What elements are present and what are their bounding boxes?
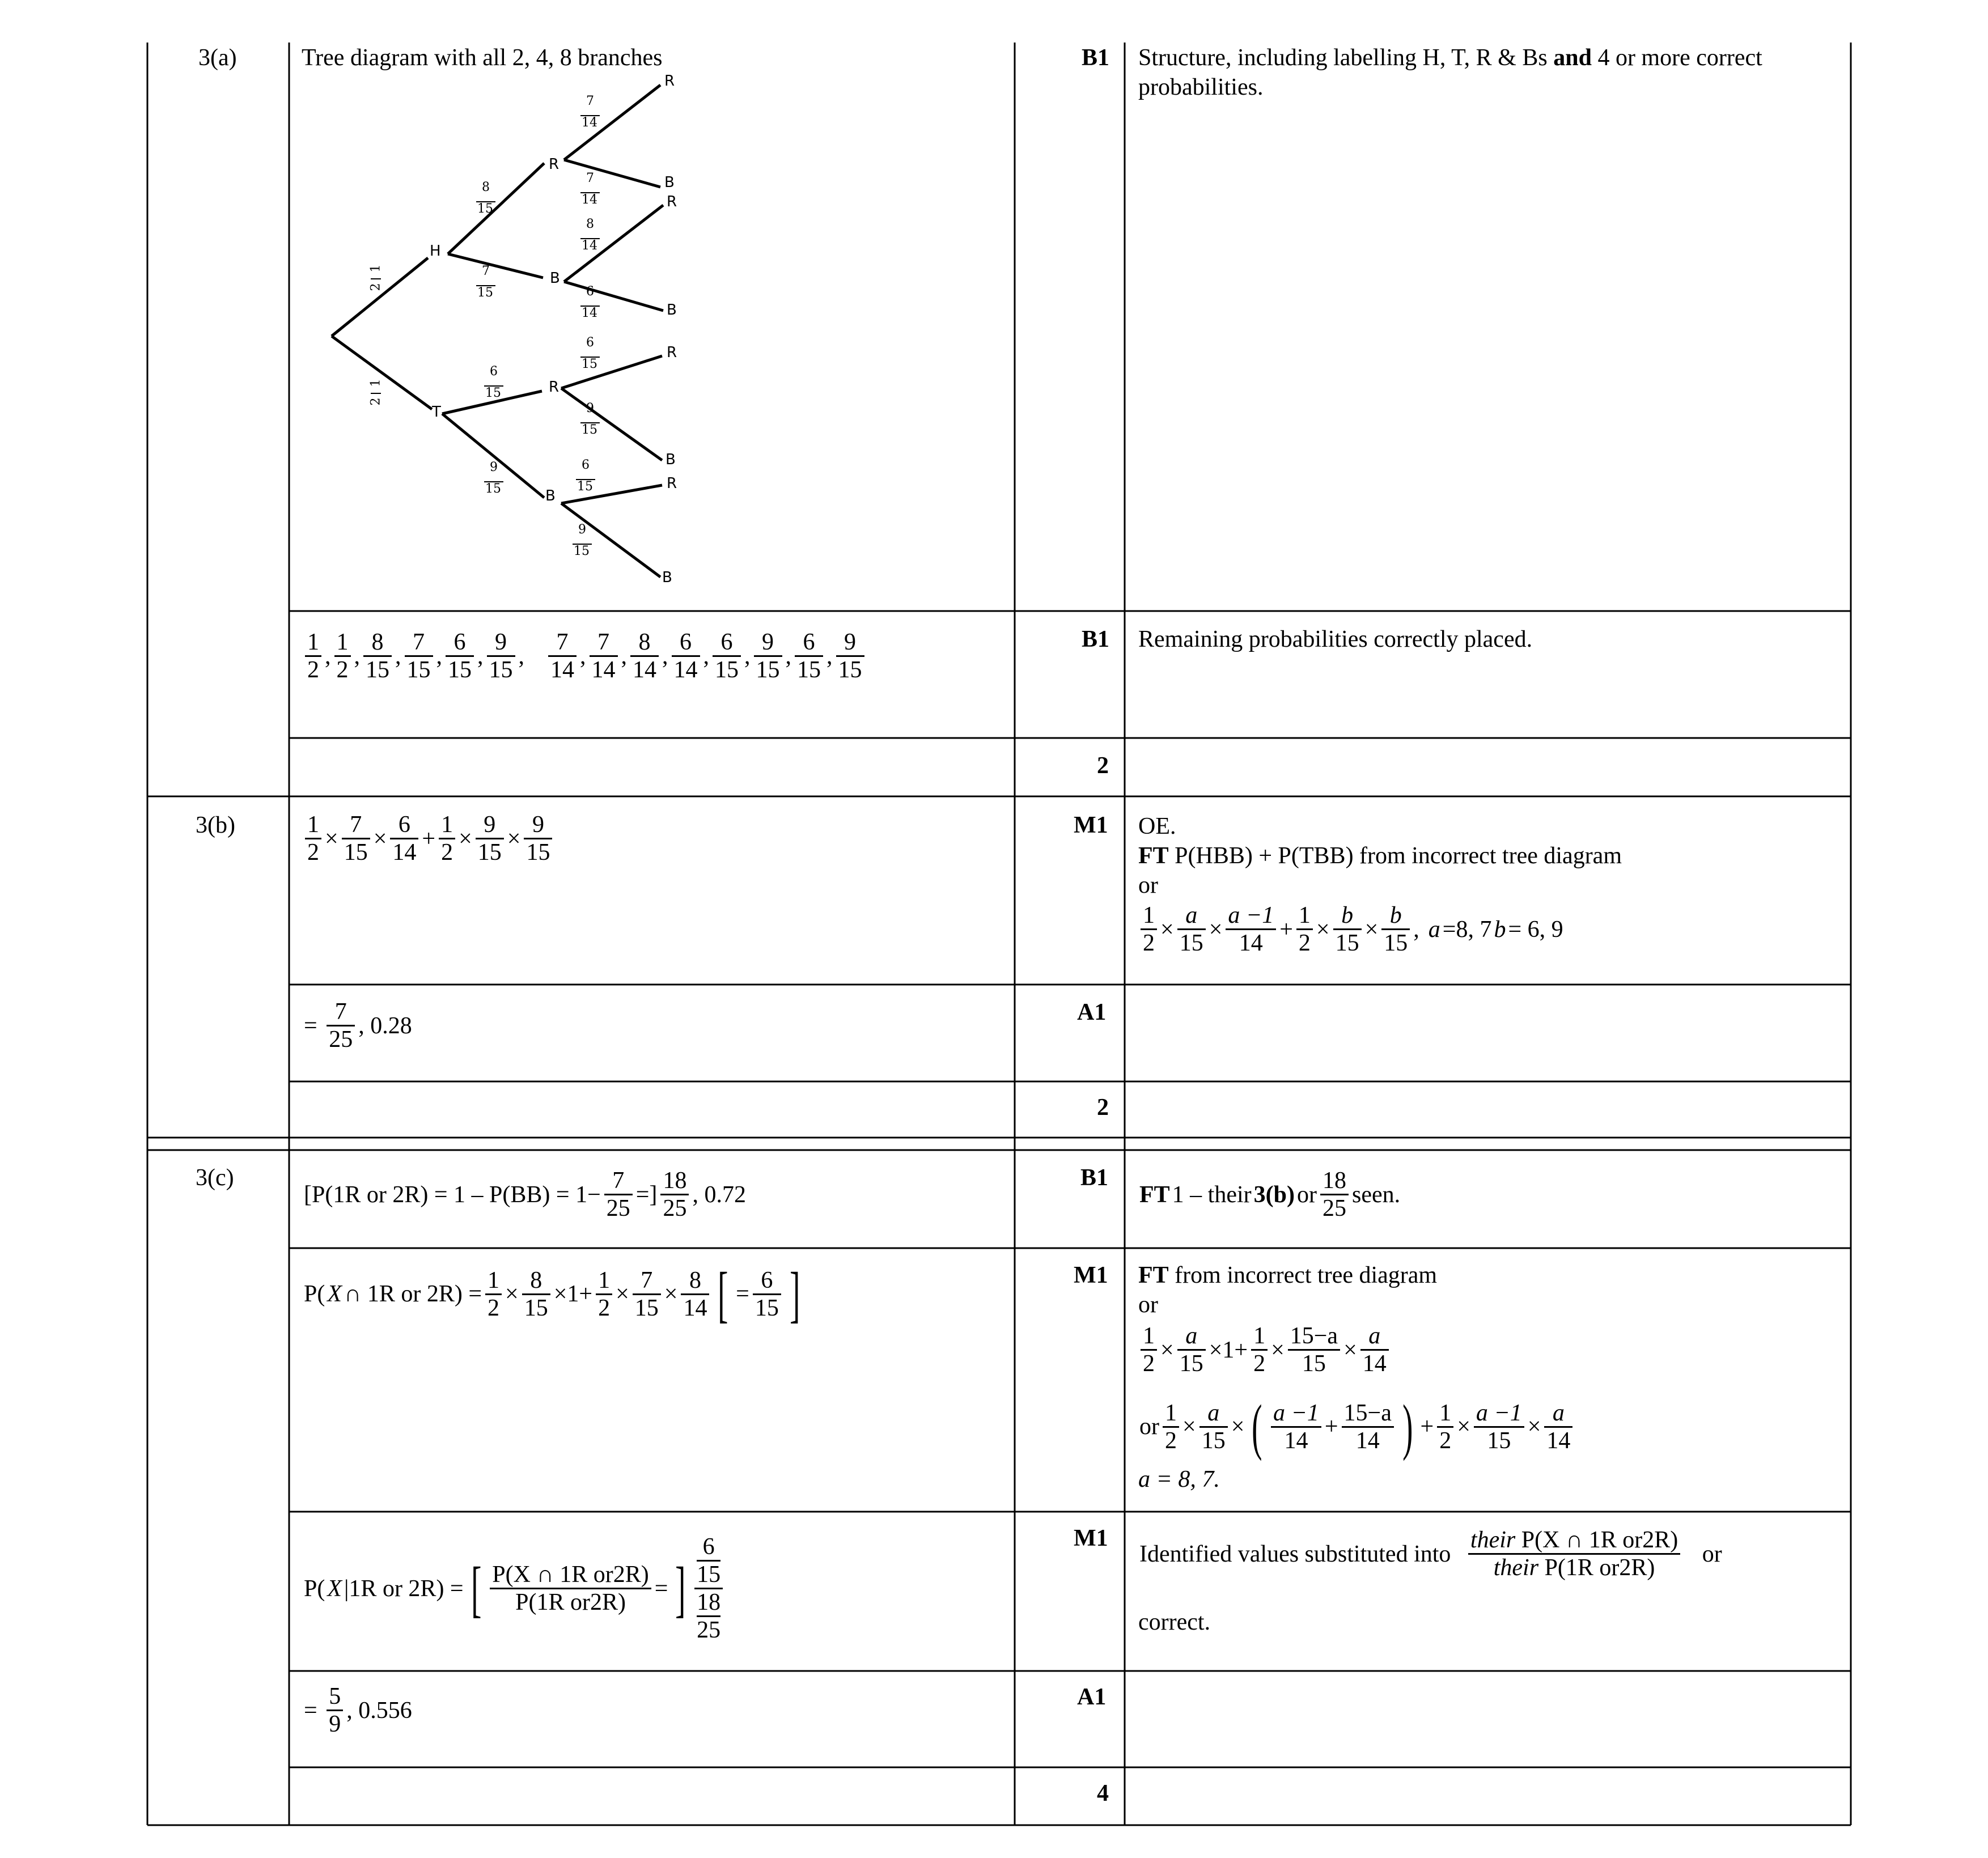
answer-3a-tree-text: Tree diagram with all 2, 4, 8 branches (302, 45, 663, 71)
guidance-3c-r3 (1138, 1527, 1723, 1581)
answer-3c-r1-pre: [P(1R or 2R) = 1 – P(BB) = 1− (304, 1181, 601, 1208)
tree-prob-hr-den: 15 (477, 202, 493, 216)
tree-diagram (332, 85, 663, 577)
guidance-3a-line2: probabilities. (1138, 74, 1264, 100)
compound-fraction: 6 15 18 25 (694, 1534, 723, 1643)
guidance-3a-text-pre: Structure, including labelling H, T, R & Bs (1138, 45, 1554, 71)
gexpr-3b-frac-3: $\frac{a -1}{14}$ (1226, 902, 1276, 956)
tree-prob-h-num: 1 (368, 264, 383, 273)
operator: × (1527, 1414, 1541, 1440)
operator: × (373, 825, 387, 852)
tree-leaf-1: R (664, 73, 675, 90)
tree-prob-tbr-den: 15 (577, 480, 593, 494)
var-a: a (1428, 916, 1440, 943)
tree-prob-tr-den: 15 (485, 386, 501, 400)
expr-3c-r2-frac-1: $\frac{1}{2}$ (485, 1267, 502, 1321)
gexpr-3c-2-frac-3: $\frac{a -1}{14}$ (1271, 1400, 1321, 1454)
operator: + (1324, 1414, 1338, 1440)
gexpr-3c-1-frac-2: $\frac{a}{15}$ (1177, 1323, 1206, 1377)
comma-sep: , (395, 643, 401, 669)
guidance-3c-r3-frac: $\frac{\text{their P(X ∩ 1R or2R)}}{\text{their P(1R or2R)}}$ (1468, 1527, 1680, 1581)
answer-3c-decimal: , 0.556 (346, 1697, 412, 1724)
guidance-3b-or: or (1138, 872, 1158, 898)
gexpr-3c-1-frac-4: $\frac{15-a}{15}$ (1288, 1323, 1340, 1377)
tree-node-hb: B (550, 270, 560, 287)
guidance-3b-ft-text: P(HBB) + P(TBB) from incorrect tree diagram (1168, 843, 1622, 869)
expr-3b-frac-1: $\frac{1}{2}$ (305, 812, 321, 866)
gexpr-3b-frac-2: $\frac{a}{15}$ (1177, 902, 1206, 956)
prob-frac-2: $\frac{1}{2}$ (334, 629, 351, 683)
operator: × (1271, 1337, 1285, 1363)
mark-3c-a1: A1 (1077, 1684, 1107, 1710)
bracket-open: [ (718, 1259, 728, 1329)
expr-3b-frac-5: $\frac{9}{15}$ (476, 812, 504, 866)
intersection-text: ∩ 1R or 2R) = (344, 1281, 482, 1307)
guidance-3b-general-expression (1138, 902, 1565, 956)
answer-3b-fraction: $\frac{7}{25}$ (327, 999, 355, 1053)
guidance-3b-ft-bold: FT (1138, 843, 1169, 869)
p-open: P( (304, 1575, 325, 1602)
expr-3b-frac-3: $\frac{6}{14}$ (390, 812, 418, 866)
comma-sep: , (703, 643, 709, 669)
gexpr-3b-frac-1: $\frac{1}{2}$ (1141, 902, 1157, 956)
guidance-3c-r3-or: or (1702, 1541, 1722, 1567)
operator: ×1+ (1209, 1337, 1248, 1363)
guidance-3c-r2-expr1 (1138, 1323, 1391, 1377)
expr-3c-r2-frac-2: $\frac{8}{15}$ (522, 1267, 550, 1321)
operator: × (505, 1281, 519, 1307)
mark-3b-a1: A1 (1077, 999, 1107, 1025)
mark-3a-b1-second: B1 (1082, 626, 1110, 652)
answer-3b-equals: = (304, 1012, 317, 1039)
paren-open: ( (1252, 1392, 1262, 1461)
prob-frac-1: $\frac{1}{2}$ (305, 629, 321, 683)
p-open: P( (304, 1281, 325, 1307)
gexpr-3c-2-frac-7: $\frac{a}{14}$ (1544, 1400, 1572, 1454)
operator: × (1160, 1337, 1174, 1363)
tree-prob-trb-num: 9 (586, 401, 594, 415)
prob-frac-3: $\frac{8}{15}$ (363, 629, 392, 683)
answer-3b-result (303, 999, 413, 1053)
guidance-3a-text-post: 4 or more correct (1591, 45, 1762, 71)
tree-leaf-4: B (667, 302, 677, 319)
expr-3b-frac-4: $\frac{1}{2}$ (439, 812, 455, 866)
operator: × (459, 825, 472, 852)
total-3c: 4 (1097, 1780, 1109, 1806)
comma-sep: , (436, 643, 442, 669)
guidance-3c-r1 (1138, 1168, 1401, 1221)
comma-sep: , (325, 643, 331, 669)
guidance-3c-r2-ft (1138, 1261, 1437, 1290)
tree-prob-tb-den: 15 (485, 482, 501, 496)
gexpr-3c-1-frac-1: $\frac{1}{2}$ (1141, 1323, 1157, 1377)
tree-prob-hr-num: 8 (482, 180, 490, 194)
total-3b: 2 (1097, 1095, 1109, 1121)
tree-prob-hbr-num: 8 (586, 217, 594, 231)
total-3a: 2 (1097, 753, 1109, 779)
guidance-3c-r3-correct: correct. (1138, 1609, 1211, 1635)
equals: = (736, 1281, 749, 1307)
prob-frac-4: $\frac{7}{15}$ (405, 629, 433, 683)
operator: × (1343, 1337, 1357, 1363)
guidance-3c-r1-mid: 1 – their (1172, 1181, 1252, 1208)
comma-sep: , (518, 643, 524, 669)
tree-prob-tbb-num: 9 (578, 523, 586, 537)
answer-3c-intersection (303, 1259, 806, 1329)
mark-3b-m1: M1 (1074, 812, 1108, 838)
answer-3c-r1-post: , 0.72 (692, 1181, 746, 1208)
guidance-3b-oe: OE. (1138, 813, 1176, 839)
tree-prob-hrb-den: 14 (582, 193, 597, 207)
var-x: X (327, 1575, 342, 1602)
operator: × (1209, 916, 1223, 943)
operator: + (1279, 916, 1293, 943)
tree-prob-hrr-num: 7 (586, 94, 594, 108)
tree-prob-tr-num: 6 (490, 364, 498, 379)
guidance-3c-r1-ft: FT (1139, 1181, 1170, 1208)
gexpr-3c-2-frac-5: $\frac{1}{2}$ (1437, 1400, 1453, 1454)
gexpr-3b-frac-4: $\frac{1}{2}$ (1296, 902, 1313, 956)
operator: × (1364, 916, 1379, 943)
mark-3c-m1-first: M1 (1074, 1262, 1108, 1288)
comma-sep: , (477, 643, 484, 669)
tree-prob-hbb-den: 14 (582, 306, 597, 320)
tree-node-hr: R (549, 156, 559, 173)
expr-3c-r2-frac-3: $\frac{1}{2}$ (596, 1267, 612, 1321)
cond-text: |1R or 2R) = (344, 1575, 464, 1602)
bracket-close: ] (675, 1554, 686, 1623)
guidance-3c-r2-a (1138, 1465, 1220, 1494)
paren-close: ) (1402, 1392, 1413, 1461)
answer-3c-fraction: $\frac{5}{9}$ (327, 1683, 343, 1737)
gexpr-3c-1-frac-5: $\frac{a}{14}$ (1360, 1323, 1389, 1377)
answer-3c-r1-frac2: $\frac{18}{25}$ (660, 1168, 689, 1221)
tree-prob-tbb-den: 15 (574, 544, 590, 558)
tree-leaf-8: B (662, 569, 672, 586)
answer-3c-r1-frac1: $\frac{7}{25}$ (604, 1168, 633, 1221)
question-label-3a: 3(a) (198, 45, 237, 71)
tail-end: = 6, 9 (1508, 916, 1563, 943)
guidance-3c-r2-a-var: a = 8, 7. (1138, 1466, 1220, 1492)
bracket-open: [ (470, 1554, 482, 1623)
answer-3c-r1-mid: =] (635, 1181, 658, 1208)
guidance-3c-r1-seen: seen. (1351, 1181, 1401, 1208)
question-label-3c: 3(c) (196, 1165, 234, 1191)
guidance-3c-r2-expr2 (1138, 1392, 1575, 1461)
guidance-3a-structure (1138, 43, 1762, 73)
operator: + (422, 825, 436, 852)
prob-frac-6: $\frac{9}{15}$ (487, 629, 515, 683)
prob-frac-12: $\frac{9}{15}$ (754, 629, 782, 683)
operator: × (325, 825, 338, 852)
answer-3b-decimal: , 0.28 (358, 1012, 412, 1039)
comma-sep: , (354, 643, 360, 669)
operator: × (1231, 1414, 1245, 1440)
prob-frac-9: $\frac{8}{14}$ (630, 629, 659, 683)
mark-3a-b1: B1 (1082, 45, 1110, 71)
gexpr-3b-frac-6: $\frac{b}{15}$ (1381, 902, 1410, 956)
guidance-3c-r3-text: Identified values substituted into (1139, 1541, 1451, 1567)
gexpr-3c-2-frac-4: $\frac{15-a}{14}$ (1342, 1400, 1394, 1454)
tree-node-tb: B (545, 487, 556, 504)
operator: × (1182, 1414, 1196, 1440)
operator: × (1457, 1414, 1470, 1440)
tree-leaf-6: B (666, 451, 676, 468)
tree-node-tr: R (549, 379, 559, 396)
tree-prob-hb-den: 15 (477, 286, 493, 300)
tree-prob-h-den: 2 (368, 283, 383, 291)
answer-3b-expression (303, 812, 554, 866)
operator: × (1316, 916, 1330, 943)
comma-sep: , (580, 643, 586, 669)
tree-prob-t-den: 2 (368, 397, 383, 406)
tree-leaf-5: R (667, 344, 677, 361)
tree-node-h: H (430, 243, 441, 260)
expr-3b-frac-6: $\frac{9}{15}$ (524, 812, 552, 866)
comma-sep: , (621, 643, 627, 669)
guidance-3c-r1-3b: 3(b) (1253, 1181, 1295, 1208)
prob-frac-7: $\frac{7}{14}$ (548, 629, 577, 683)
guidance-3c-r2-ft-bold: FT (1138, 1262, 1169, 1288)
tree-prob-hbb-num: 6 (586, 285, 594, 299)
mark-3c-b1: B1 (1080, 1165, 1109, 1191)
operator: × (1160, 916, 1174, 943)
expr-3c-r2-frac-5: $\frac{8}{14}$ (681, 1267, 709, 1321)
prob-frac-8: $\frac{7}{14}$ (590, 629, 618, 683)
tree-node-t: T (432, 404, 441, 421)
operator: × (616, 1281, 629, 1307)
guidance-3c-r1-frac: $\frac{18}{25}$ (1320, 1168, 1349, 1221)
operator: × (664, 1281, 678, 1307)
guidance-3c-r2-ft-text: from incorrect tree diagram (1168, 1262, 1438, 1288)
comma-sep: , (662, 643, 668, 669)
tree-prob-tb-num: 9 (490, 460, 498, 474)
prob-frac-11: $\frac{6}{15}$ (713, 629, 741, 683)
gexpr-3c-1-frac-3: $\frac{1}{2}$ (1251, 1323, 1268, 1377)
comma-sep: , (826, 643, 833, 669)
tree-prob-t-num: 1 (368, 379, 383, 387)
tree-leaf-7: R (667, 475, 677, 492)
gexpr-3c-2-frac-1: $\frac{1}{2}$ (1163, 1400, 1179, 1454)
answer-3c-p1r2r (303, 1168, 747, 1221)
guidance-3a-and: and (1553, 45, 1592, 71)
prob-frac-13: $\frac{6}{15}$ (795, 629, 823, 683)
equals: = (654, 1575, 668, 1602)
bracket-close: ] (789, 1259, 800, 1329)
guidance-3c-r1-or: or (1296, 1181, 1317, 1208)
operator: ×1+ (553, 1281, 593, 1307)
tree-prob-hrr-den: 14 (582, 116, 597, 130)
tree-prob-trr-num: 6 (586, 336, 594, 350)
answer-3a-probabilities (303, 629, 867, 683)
guidance-3b-ft (1138, 841, 1622, 871)
expr-3c-r2-frac-4: $\frac{7}{15}$ (633, 1267, 661, 1321)
gexpr-3b-frac-5: $\frac{b}{15}$ (1333, 902, 1362, 956)
comma: , (1413, 916, 1419, 943)
gexpr-3c-2-frac-2: $\frac{a}{15}$ (1199, 1400, 1228, 1454)
or-label: or (1139, 1414, 1159, 1440)
guidance-3a-remaining: Remaining probabilities correctly placed. (1138, 626, 1533, 652)
tree-prob-tbr-num: 6 (582, 458, 590, 472)
question-label-3b: 3(b) (196, 812, 235, 838)
prob-frac-14: $\frac{9}{15}$ (836, 629, 864, 683)
gexpr-3c-2-frac-6: $\frac{a -1}{15}$ (1474, 1400, 1524, 1454)
tree-prob-trb-den: 15 (582, 423, 597, 437)
mark-3c-m1-second: M1 (1074, 1525, 1108, 1551)
conditional-fraction: $\frac{\text{P(X ∩ 1R or2R)}}{\text{P(1R or2R)}}$ (490, 1562, 651, 1615)
comma-sep: , (744, 643, 751, 669)
var-b: b (1494, 916, 1506, 943)
tree-prob-trr-den: 15 (582, 357, 597, 371)
tree-leaf-3: R (667, 193, 677, 210)
answer-3c-result (303, 1683, 413, 1737)
tree-prob-hrb-num: 7 (586, 171, 594, 185)
var-x: X (327, 1281, 342, 1307)
expr-3c-r2-eqfrac: $\frac{6}{15}$ (753, 1267, 781, 1321)
guidance-3c-r2-or: or (1138, 1292, 1158, 1318)
tree-prob-hbr-den: 14 (582, 239, 597, 253)
prob-frac-5: $\frac{6}{15}$ (446, 629, 474, 683)
expr-3b-frac-2: $\frac{7}{15}$ (342, 812, 370, 866)
comma-sep: , (785, 643, 791, 669)
answer-3c-conditional (303, 1534, 725, 1643)
operator: + (1420, 1414, 1434, 1440)
tree-prob-hb-num: 7 (482, 264, 490, 278)
tree-leaf-2: B (664, 174, 675, 191)
tail-mid: =8, 7 (1442, 916, 1492, 943)
operator: × (507, 825, 521, 852)
prob-frac-10: $\frac{6}{14}$ (672, 629, 700, 683)
answer-3c-equals: = (304, 1697, 317, 1724)
